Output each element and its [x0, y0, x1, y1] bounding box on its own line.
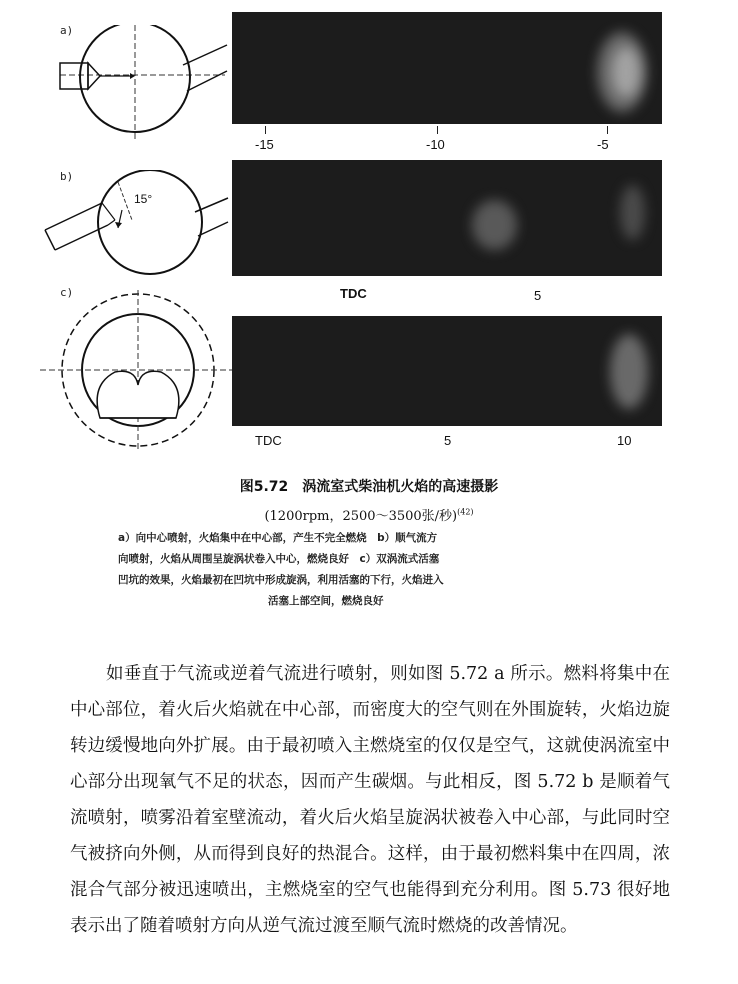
panel-a-tick-label: -15 [255, 137, 274, 152]
figure-subcaption-text: (1200rpm，2500～3500张/秒) [264, 509, 458, 524]
panel-a-tick-mark [607, 126, 608, 134]
panel-a-schematic [55, 25, 230, 145]
panel-a-tick-mark [265, 126, 266, 134]
body-paragraph: 如垂直于气流或逆着气流进行喷射，则如图 5.72 a 所示。燃料将集中在中心部位，着火后火焰就在中心部，而密度大的空气则在外围旋转，火焰边旋转边缓慢地向外扩展。由于最初喷入主燃烧室的仅仅是空气，这就使涡流室中心部分出现氧气不足的状态，因而产生碳烟。与此相反，图 5.72 b 是顺着气流喷射，喷雾沿着室壁流动，着火后火焰呈旋涡状被卷入中心部，与此同时空气被挤向外侧，从而得到良好的热混合。这样，由于最初燃料集中在四周，浓混合气部分被迅速喷出，主燃烧室的空气也能得到充分利用。图 5.73 很好地表示出了随着喷射方向从逆气流过渡至顺气流时燃烧的改善情况。 [70, 664, 670, 936]
figure-subcaption [0, 505, 738, 524]
panel-c-label: c) [60, 286, 74, 299]
panel-b-schematic [40, 170, 230, 280]
panel-b-angle-label: 15° [134, 192, 153, 206]
panel-c-schematic [40, 290, 240, 450]
panel-a-tick-label: -10 [426, 137, 445, 152]
figure-reference: (42) [457, 507, 474, 517]
panel-c-tick-label: 10 [617, 433, 632, 448]
figure-notes [118, 528, 618, 612]
panel-a-label: a) [60, 24, 74, 37]
panel-c-tick-label: 5 [444, 433, 452, 448]
panel-c-tick-label: TDC [255, 433, 282, 448]
figure-note-line: 活塞上部空间，燃烧良好 [268, 595, 384, 607]
figure-note-line: 向喷射，火焰从周围呈旋涡状卷入中心，燃烧良好 c）双涡流式活塞 [118, 553, 440, 565]
panel-b-tick-label: 5 [534, 288, 542, 303]
figure-caption: 图5.72 涡流室式柴油机火焰的高速摄影 [239, 479, 499, 495]
panel-b-photo [232, 160, 662, 276]
panel-b-tick-label: TDC [340, 286, 367, 301]
panel-a-tick-mark [437, 126, 438, 134]
figure-note-line: a）向中心喷射，火焰集中在中心部，产生不完全燃烧 b）顺气流方 [118, 532, 438, 544]
panel-b-label: b) [60, 170, 74, 183]
panel-a-tick-label: -5 [597, 137, 609, 152]
figure-note-line: 凹坑的效果，火焰最初在凹坑中形成旋涡，利用活塞的下行，火焰进入 [118, 574, 444, 586]
panel-c-photo [232, 316, 662, 426]
panel-a-photo [232, 12, 662, 124]
